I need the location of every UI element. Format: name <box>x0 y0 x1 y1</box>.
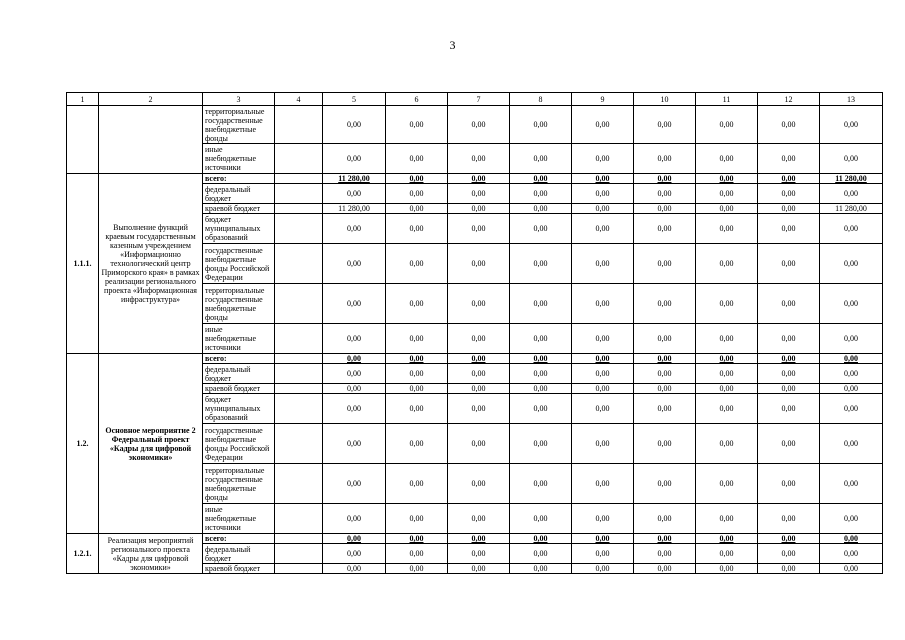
amount-cell: 0,00 <box>510 504 572 534</box>
funding-source: бюджет муниципальных образований <box>203 394 275 424</box>
amount-cell: 0,00 <box>572 534 634 544</box>
amount-cell: 0,00 <box>758 544 820 564</box>
amount-cell: 11 280,00 <box>323 204 386 214</box>
amount-cell: 0,00 <box>572 504 634 534</box>
amount-cell: 0,00 <box>448 324 510 354</box>
item-name: Реализация мероприятий регионального проекта «Кадры для цифровой экономики» <box>99 534 203 574</box>
amount-cell: 0,00 <box>572 324 634 354</box>
amount-cell: 0,00 <box>758 504 820 534</box>
amount-cell: 0,00 <box>696 204 758 214</box>
amount-cell <box>275 364 323 384</box>
amount-cell: 0,00 <box>820 464 883 504</box>
amount-cell: 0,00 <box>820 424 883 464</box>
item-name <box>99 106 203 174</box>
amount-cell: 0,00 <box>510 144 572 174</box>
amount-cell: 0,00 <box>510 544 572 564</box>
item-code: 1.2. <box>67 354 99 534</box>
funding-source: всего: <box>203 174 275 184</box>
amount-cell: 0,00 <box>323 564 386 574</box>
amount-cell: 0,00 <box>448 544 510 564</box>
amount-cell: 0,00 <box>510 384 572 394</box>
amount-cell: 0,00 <box>510 424 572 464</box>
amount-cell: 0,00 <box>323 544 386 564</box>
amount-cell: 0,00 <box>448 244 510 284</box>
amount-cell: 0,00 <box>758 464 820 504</box>
column-header: 1 <box>67 93 99 106</box>
amount-cell: 0,00 <box>696 394 758 424</box>
amount-cell: 0,00 <box>820 106 883 144</box>
amount-cell <box>275 214 323 244</box>
amount-cell: 0,00 <box>820 324 883 354</box>
amount-cell <box>275 544 323 564</box>
amount-cell <box>275 184 323 204</box>
amount-cell: 0,00 <box>323 534 386 544</box>
amount-cell: 0,00 <box>572 364 634 384</box>
amount-cell: 0,00 <box>758 534 820 544</box>
amount-cell: 0,00 <box>572 424 634 464</box>
amount-cell: 0,00 <box>448 364 510 384</box>
amount-cell: 0,00 <box>572 284 634 324</box>
amount-cell: 0,00 <box>510 364 572 384</box>
page-number: 3 <box>449 38 456 52</box>
amount-cell: 0,00 <box>448 424 510 464</box>
amount-cell: 0,00 <box>758 214 820 244</box>
amount-cell <box>275 354 323 364</box>
amount-cell: 0,00 <box>386 324 448 354</box>
amount-cell: 0,00 <box>634 534 696 544</box>
amount-cell: 0,00 <box>448 354 510 364</box>
column-header: 12 <box>758 93 820 106</box>
amount-cell: 0,00 <box>696 384 758 394</box>
amount-cell: 0,00 <box>572 354 634 364</box>
amount-cell: 0,00 <box>386 384 448 394</box>
amount-cell: 0,00 <box>386 504 448 534</box>
amount-cell: 0,00 <box>448 564 510 574</box>
amount-cell: 0,00 <box>634 204 696 214</box>
column-header: 4 <box>275 93 323 106</box>
amount-cell: 0,00 <box>386 364 448 384</box>
amount-cell: 0,00 <box>696 424 758 464</box>
column-header: 9 <box>572 93 634 106</box>
amount-cell: 0,00 <box>758 204 820 214</box>
amount-cell: 0,00 <box>448 384 510 394</box>
amount-cell: 0,00 <box>323 144 386 174</box>
amount-cell: 0,00 <box>510 214 572 244</box>
amount-cell: 0,00 <box>758 174 820 184</box>
amount-cell: 0,00 <box>510 564 572 574</box>
amount-cell <box>275 464 323 504</box>
amount-cell: 0,00 <box>634 106 696 144</box>
amount-cell: 0,00 <box>820 364 883 384</box>
amount-cell: 0,00 <box>323 394 386 424</box>
amount-cell: 0,00 <box>448 174 510 184</box>
item-code: 1.1.1. <box>67 174 99 354</box>
amount-cell: 0,00 <box>510 394 572 424</box>
amount-cell: 0,00 <box>572 384 634 394</box>
amount-cell: 0,00 <box>758 244 820 284</box>
amount-cell: 0,00 <box>323 384 386 394</box>
amount-cell: 0,00 <box>510 284 572 324</box>
amount-cell: 0,00 <box>572 544 634 564</box>
funding-source: федеральный бюджет <box>203 544 275 564</box>
amount-cell: 0,00 <box>510 204 572 214</box>
amount-cell: 0,00 <box>758 106 820 144</box>
funding-source: всего: <box>203 534 275 544</box>
amount-cell: 0,00 <box>323 284 386 324</box>
funding-source: государственные внебюджетные фонды Российской Федерации <box>203 424 275 464</box>
amount-cell: 0,00 <box>696 544 758 564</box>
amount-cell: 0,00 <box>323 504 386 534</box>
column-header: 8 <box>510 93 572 106</box>
amount-cell: 0,00 <box>634 214 696 244</box>
amount-cell: 0,00 <box>386 184 448 204</box>
amount-cell: 0,00 <box>323 214 386 244</box>
funding-source: территориальные государственные внебюджетные фонды <box>203 106 275 144</box>
item-name: Основное мероприятие 2 Федеральный проект «Кадры для цифровой экономики» <box>99 354 203 534</box>
amount-cell: 0,00 <box>696 184 758 204</box>
amount-cell: 0,00 <box>696 284 758 324</box>
amount-cell: 0,00 <box>758 564 820 574</box>
amount-cell: 0,00 <box>510 184 572 204</box>
amount-cell: 0,00 <box>386 534 448 544</box>
amount-cell: 0,00 <box>510 534 572 544</box>
amount-cell: 0,00 <box>634 284 696 324</box>
funding-source: иные внебюджетные источники <box>203 144 275 174</box>
funding-source: всего: <box>203 354 275 364</box>
amount-cell: 0,00 <box>820 284 883 324</box>
amount-cell: 0,00 <box>323 184 386 204</box>
amount-cell: 0,00 <box>820 214 883 244</box>
amount-cell: 0,00 <box>758 384 820 394</box>
amount-cell: 0,00 <box>510 174 572 184</box>
amount-cell: 0,00 <box>820 564 883 574</box>
amount-cell: 0,00 <box>758 144 820 174</box>
amount-cell: 0,00 <box>634 144 696 174</box>
column-header: 3 <box>203 93 275 106</box>
amount-cell <box>275 564 323 574</box>
funding-source: федеральный бюджет <box>203 184 275 204</box>
amount-cell: 0,00 <box>448 144 510 174</box>
amount-cell: 0,00 <box>386 174 448 184</box>
column-header: 7 <box>448 93 510 106</box>
amount-cell: 0,00 <box>820 184 883 204</box>
amount-cell: 0,00 <box>386 214 448 244</box>
amount-cell: 0,00 <box>820 244 883 284</box>
amount-cell: 0,00 <box>634 544 696 564</box>
amount-cell: 0,00 <box>696 174 758 184</box>
amount-cell: 0,00 <box>696 244 758 284</box>
amount-cell: 11 280,00 <box>820 204 883 214</box>
funding-source: иные внебюджетные источники <box>203 504 275 534</box>
funding-source: территориальные государственные внебюджетные фонды <box>203 464 275 504</box>
table-row <box>67 534 883 544</box>
amount-cell <box>275 534 323 544</box>
amount-cell: 0,00 <box>572 184 634 204</box>
amount-cell: 0,00 <box>323 106 386 144</box>
column-header: 6 <box>386 93 448 106</box>
funding-source: государственные внебюджетные фонды Российской Федерации <box>203 244 275 284</box>
amount-cell: 0,00 <box>696 504 758 534</box>
amount-cell: 0,00 <box>572 564 634 574</box>
amount-cell: 0,00 <box>572 106 634 144</box>
item-code <box>67 106 99 174</box>
amount-cell: 0,00 <box>758 324 820 354</box>
amount-cell <box>275 394 323 424</box>
budget-table <box>66 92 883 574</box>
table-row <box>67 354 883 364</box>
amount-cell: 0,00 <box>696 144 758 174</box>
amount-cell: 0,00 <box>448 106 510 144</box>
amount-cell: 0,00 <box>820 544 883 564</box>
amount-cell: 0,00 <box>696 324 758 354</box>
amount-cell <box>275 324 323 354</box>
amount-cell: 0,00 <box>386 284 448 324</box>
amount-cell: 0,00 <box>634 384 696 394</box>
table-row <box>67 174 883 184</box>
amount-cell: 0,00 <box>758 184 820 204</box>
funding-source: иные внебюджетные источники <box>203 324 275 354</box>
amount-cell: 0,00 <box>820 534 883 544</box>
item-name: Выполнение функций краевым государственным казенным учреждением «Информационно технологический центр Приморского края» в рамках реализации регионального проекта «Информационная инфраструктура» <box>99 174 203 354</box>
amount-cell: 0,00 <box>323 244 386 284</box>
amount-cell: 0,00 <box>572 244 634 284</box>
amount-cell: 0,00 <box>634 174 696 184</box>
amount-cell: 0,00 <box>634 394 696 424</box>
amount-cell: 0,00 <box>448 534 510 544</box>
amount-cell: 0,00 <box>448 204 510 214</box>
amount-cell: 0,00 <box>323 424 386 464</box>
amount-cell: 0,00 <box>510 354 572 364</box>
amount-cell: 0,00 <box>572 174 634 184</box>
amount-cell: 0,00 <box>386 394 448 424</box>
item-code: 1.2.1. <box>67 534 99 574</box>
amount-cell: 0,00 <box>634 564 696 574</box>
amount-cell: 0,00 <box>696 564 758 574</box>
amount-cell <box>275 244 323 284</box>
column-header: 2 <box>99 93 203 106</box>
amount-cell: 0,00 <box>634 364 696 384</box>
amount-cell: 0,00 <box>510 244 572 284</box>
amount-cell: 0,00 <box>758 284 820 324</box>
amount-cell: 0,00 <box>448 184 510 204</box>
amount-cell: 0,00 <box>758 424 820 464</box>
amount-cell: 0,00 <box>386 564 448 574</box>
amount-cell <box>275 284 323 324</box>
amount-cell: 0,00 <box>572 394 634 424</box>
amount-cell: 0,00 <box>634 324 696 354</box>
amount-cell: 0,00 <box>510 464 572 504</box>
amount-cell: 0,00 <box>820 504 883 534</box>
amount-cell: 0,00 <box>386 544 448 564</box>
amount-cell: 11 280,00 <box>323 174 386 184</box>
funding-source: краевой бюджет <box>203 564 275 574</box>
amount-cell <box>275 504 323 534</box>
funding-source: краевой бюджет <box>203 384 275 394</box>
column-header: 10 <box>634 93 696 106</box>
amount-cell: 0,00 <box>634 464 696 504</box>
amount-cell: 0,00 <box>386 204 448 214</box>
funding-source: федеральный бюджет <box>203 364 275 384</box>
amount-cell: 0,00 <box>323 354 386 364</box>
amount-cell: 0,00 <box>820 384 883 394</box>
amount-cell: 0,00 <box>696 534 758 544</box>
amount-cell <box>275 424 323 464</box>
amount-cell: 0,00 <box>758 364 820 384</box>
column-header: 5 <box>323 93 386 106</box>
amount-cell: 0,00 <box>323 324 386 354</box>
amount-cell: 0,00 <box>386 244 448 284</box>
amount-cell: 0,00 <box>634 504 696 534</box>
amount-cell <box>275 144 323 174</box>
amount-cell: 0,00 <box>820 394 883 424</box>
amount-cell <box>275 106 323 144</box>
amount-cell: 0,00 <box>510 106 572 144</box>
amount-cell <box>275 174 323 184</box>
amount-cell: 0,00 <box>696 464 758 504</box>
table-header-row <box>67 93 883 106</box>
column-header: 13 <box>820 93 883 106</box>
amount-cell: 0,00 <box>758 394 820 424</box>
funding-source: бюджет муниципальных образований <box>203 214 275 244</box>
amount-cell <box>275 384 323 394</box>
amount-cell: 0,00 <box>448 214 510 244</box>
amount-cell: 0,00 <box>634 354 696 364</box>
amount-cell: 11 280,00 <box>820 174 883 184</box>
amount-cell: 0,00 <box>572 204 634 214</box>
amount-cell: 0,00 <box>386 106 448 144</box>
amount-cell: 0,00 <box>696 106 758 144</box>
amount-cell: 0,00 <box>758 354 820 364</box>
amount-cell: 0,00 <box>448 284 510 324</box>
column-header: 11 <box>696 93 758 106</box>
amount-cell: 0,00 <box>820 144 883 174</box>
amount-cell: 0,00 <box>448 504 510 534</box>
amount-cell: 0,00 <box>634 244 696 284</box>
amount-cell: 0,00 <box>696 354 758 364</box>
amount-cell: 0,00 <box>572 464 634 504</box>
amount-cell: 0,00 <box>448 464 510 504</box>
amount-cell: 0,00 <box>323 464 386 504</box>
amount-cell: 0,00 <box>696 214 758 244</box>
table-row <box>67 106 883 144</box>
amount-cell: 0,00 <box>448 394 510 424</box>
amount-cell: 0,00 <box>572 214 634 244</box>
amount-cell <box>275 204 323 214</box>
funding-source: краевой бюджет <box>203 204 275 214</box>
amount-cell: 0,00 <box>820 354 883 364</box>
amount-cell: 0,00 <box>386 354 448 364</box>
amount-cell: 0,00 <box>386 464 448 504</box>
amount-cell: 0,00 <box>634 184 696 204</box>
amount-cell: 0,00 <box>634 424 696 464</box>
amount-cell: 0,00 <box>386 424 448 464</box>
amount-cell: 0,00 <box>510 324 572 354</box>
amount-cell: 0,00 <box>696 364 758 384</box>
amount-cell: 0,00 <box>386 144 448 174</box>
amount-cell: 0,00 <box>323 364 386 384</box>
funding-source: территориальные государственные внебюджетные фонды <box>203 284 275 324</box>
amount-cell: 0,00 <box>572 144 634 174</box>
